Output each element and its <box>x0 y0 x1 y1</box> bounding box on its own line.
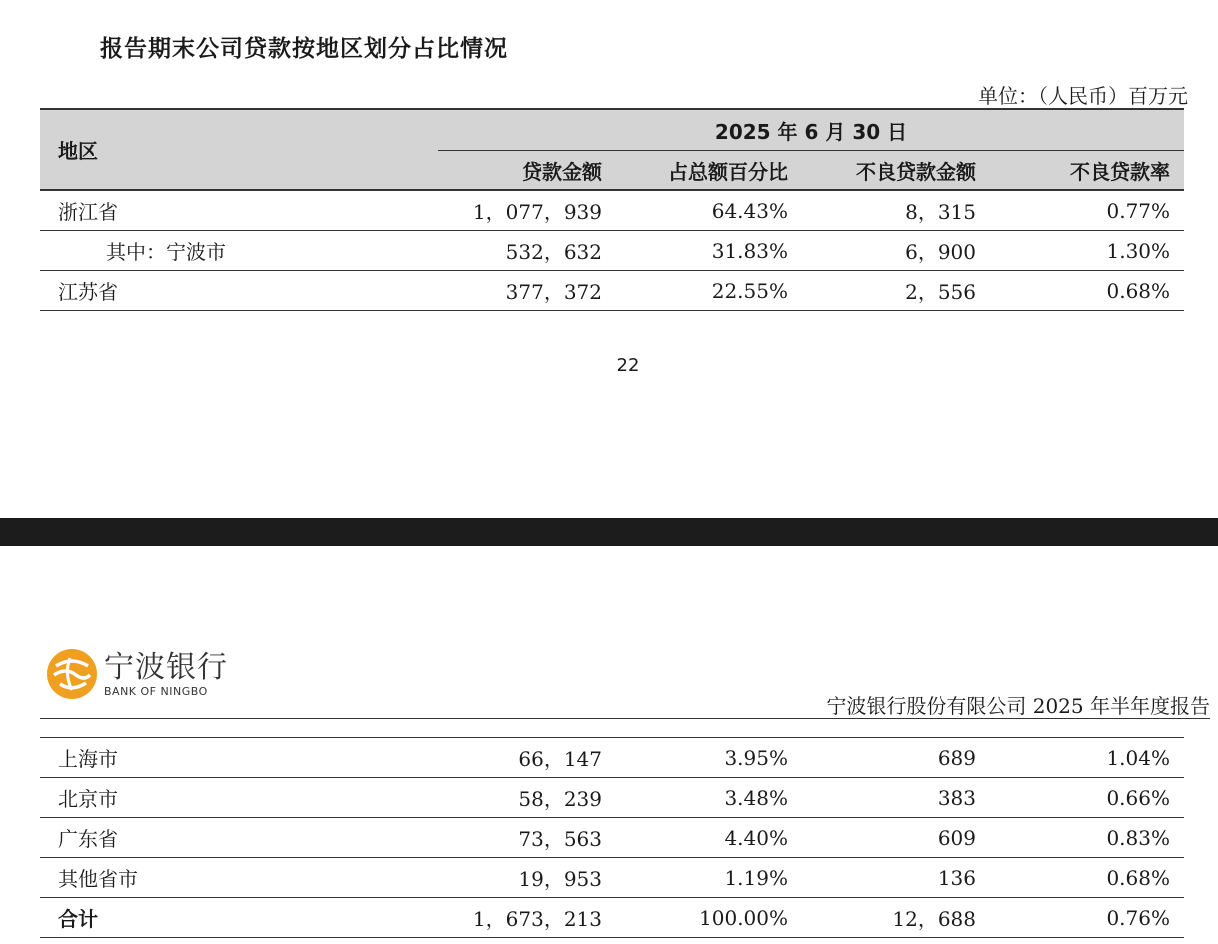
logo-english-name: BANK OF NINGBO <box>104 684 208 698</box>
npl-amount: 6，900 <box>802 231 990 271</box>
bank-logo <box>46 648 228 700</box>
share-percent: 22.55% <box>616 271 802 311</box>
header-rule <box>40 718 1210 719</box>
npl-ratio: 1.04% <box>990 738 1184 778</box>
page-number: 22 <box>616 355 640 376</box>
total-row <box>40 898 1184 938</box>
npl-amount: 689 <box>802 738 990 778</box>
share-percent: 100.00% <box>616 898 802 938</box>
region-name: 江苏省 <box>40 271 438 311</box>
npl-ratio: 0.68% <box>990 271 1184 311</box>
share-percent: 4.40% <box>616 818 802 858</box>
loan-amount: 532，632 <box>438 231 616 271</box>
region-name: 其中：宁波市 <box>40 231 438 271</box>
npl-amount: 609 <box>802 818 990 858</box>
share-percent: 31.83% <box>616 231 802 271</box>
page-divider <box>0 518 1218 546</box>
report-name: 宁波银行股份有限公司 2025 年半年度报告 <box>826 694 1210 718</box>
npl-ratio-header: 不良贷款率 <box>990 151 1184 191</box>
loan-amount: 66，147 <box>438 738 616 778</box>
table-row <box>40 231 1184 271</box>
table-row <box>40 818 1184 858</box>
region-name: 上海市 <box>40 738 438 778</box>
table-row <box>40 271 1184 311</box>
share-percent: 1.19% <box>616 858 802 898</box>
logo-chinese-name: 宁波银行 <box>104 649 228 685</box>
npl-ratio: 0.68% <box>990 858 1184 898</box>
npl-ratio: 0.66% <box>990 778 1184 818</box>
date-header: 2025 年 6 月 30 日 <box>438 109 1184 151</box>
loan-table-part1 <box>40 108 1184 311</box>
region-name: 广东省 <box>40 818 438 858</box>
region-name: 北京市 <box>40 778 438 818</box>
npl-ratio: 0.83% <box>990 818 1184 858</box>
unit-note: 单位：（人民币）百万元 <box>978 84 1188 108</box>
loan-amount: 1，077，939 <box>438 190 616 231</box>
loan-amount: 1，673，213 <box>438 898 616 938</box>
loan-amount: 73，563 <box>438 818 616 858</box>
share-percent: 64.43% <box>616 190 802 231</box>
total-label: 合计 <box>40 898 438 938</box>
loan-table-part2 <box>40 737 1184 938</box>
npl-amount-header: 不良贷款金额 <box>802 151 990 191</box>
share-percent: 3.48% <box>616 778 802 818</box>
region-name: 浙江省 <box>40 190 438 231</box>
npl-ratio: 1.30% <box>990 231 1184 271</box>
npl-amount: 12，688 <box>802 898 990 938</box>
npl-ratio: 0.77% <box>990 190 1184 231</box>
share-percent: 3.95% <box>616 738 802 778</box>
table-row <box>40 778 1184 818</box>
loan-amount: 377，372 <box>438 271 616 311</box>
share-header: 占总额百分比 <box>616 151 802 191</box>
loan-amount: 58，239 <box>438 778 616 818</box>
npl-amount: 136 <box>802 858 990 898</box>
loan-amount: 19，953 <box>438 858 616 898</box>
region-name: 其他省市 <box>40 858 438 898</box>
npl-amount: 2，556 <box>802 271 990 311</box>
loan-amount-header: 贷款金额 <box>438 151 616 191</box>
table-row <box>40 858 1184 898</box>
region-column-header: 地区 <box>40 109 438 190</box>
npl-amount: 8，315 <box>802 190 990 231</box>
npl-ratio: 0.76% <box>990 898 1184 938</box>
table-row <box>40 190 1184 231</box>
npl-amount: 383 <box>802 778 990 818</box>
bank-logo-icon <box>46 648 98 700</box>
page-title: 报告期末公司贷款按地区划分占比情况 <box>100 36 508 62</box>
table-row <box>40 738 1184 778</box>
